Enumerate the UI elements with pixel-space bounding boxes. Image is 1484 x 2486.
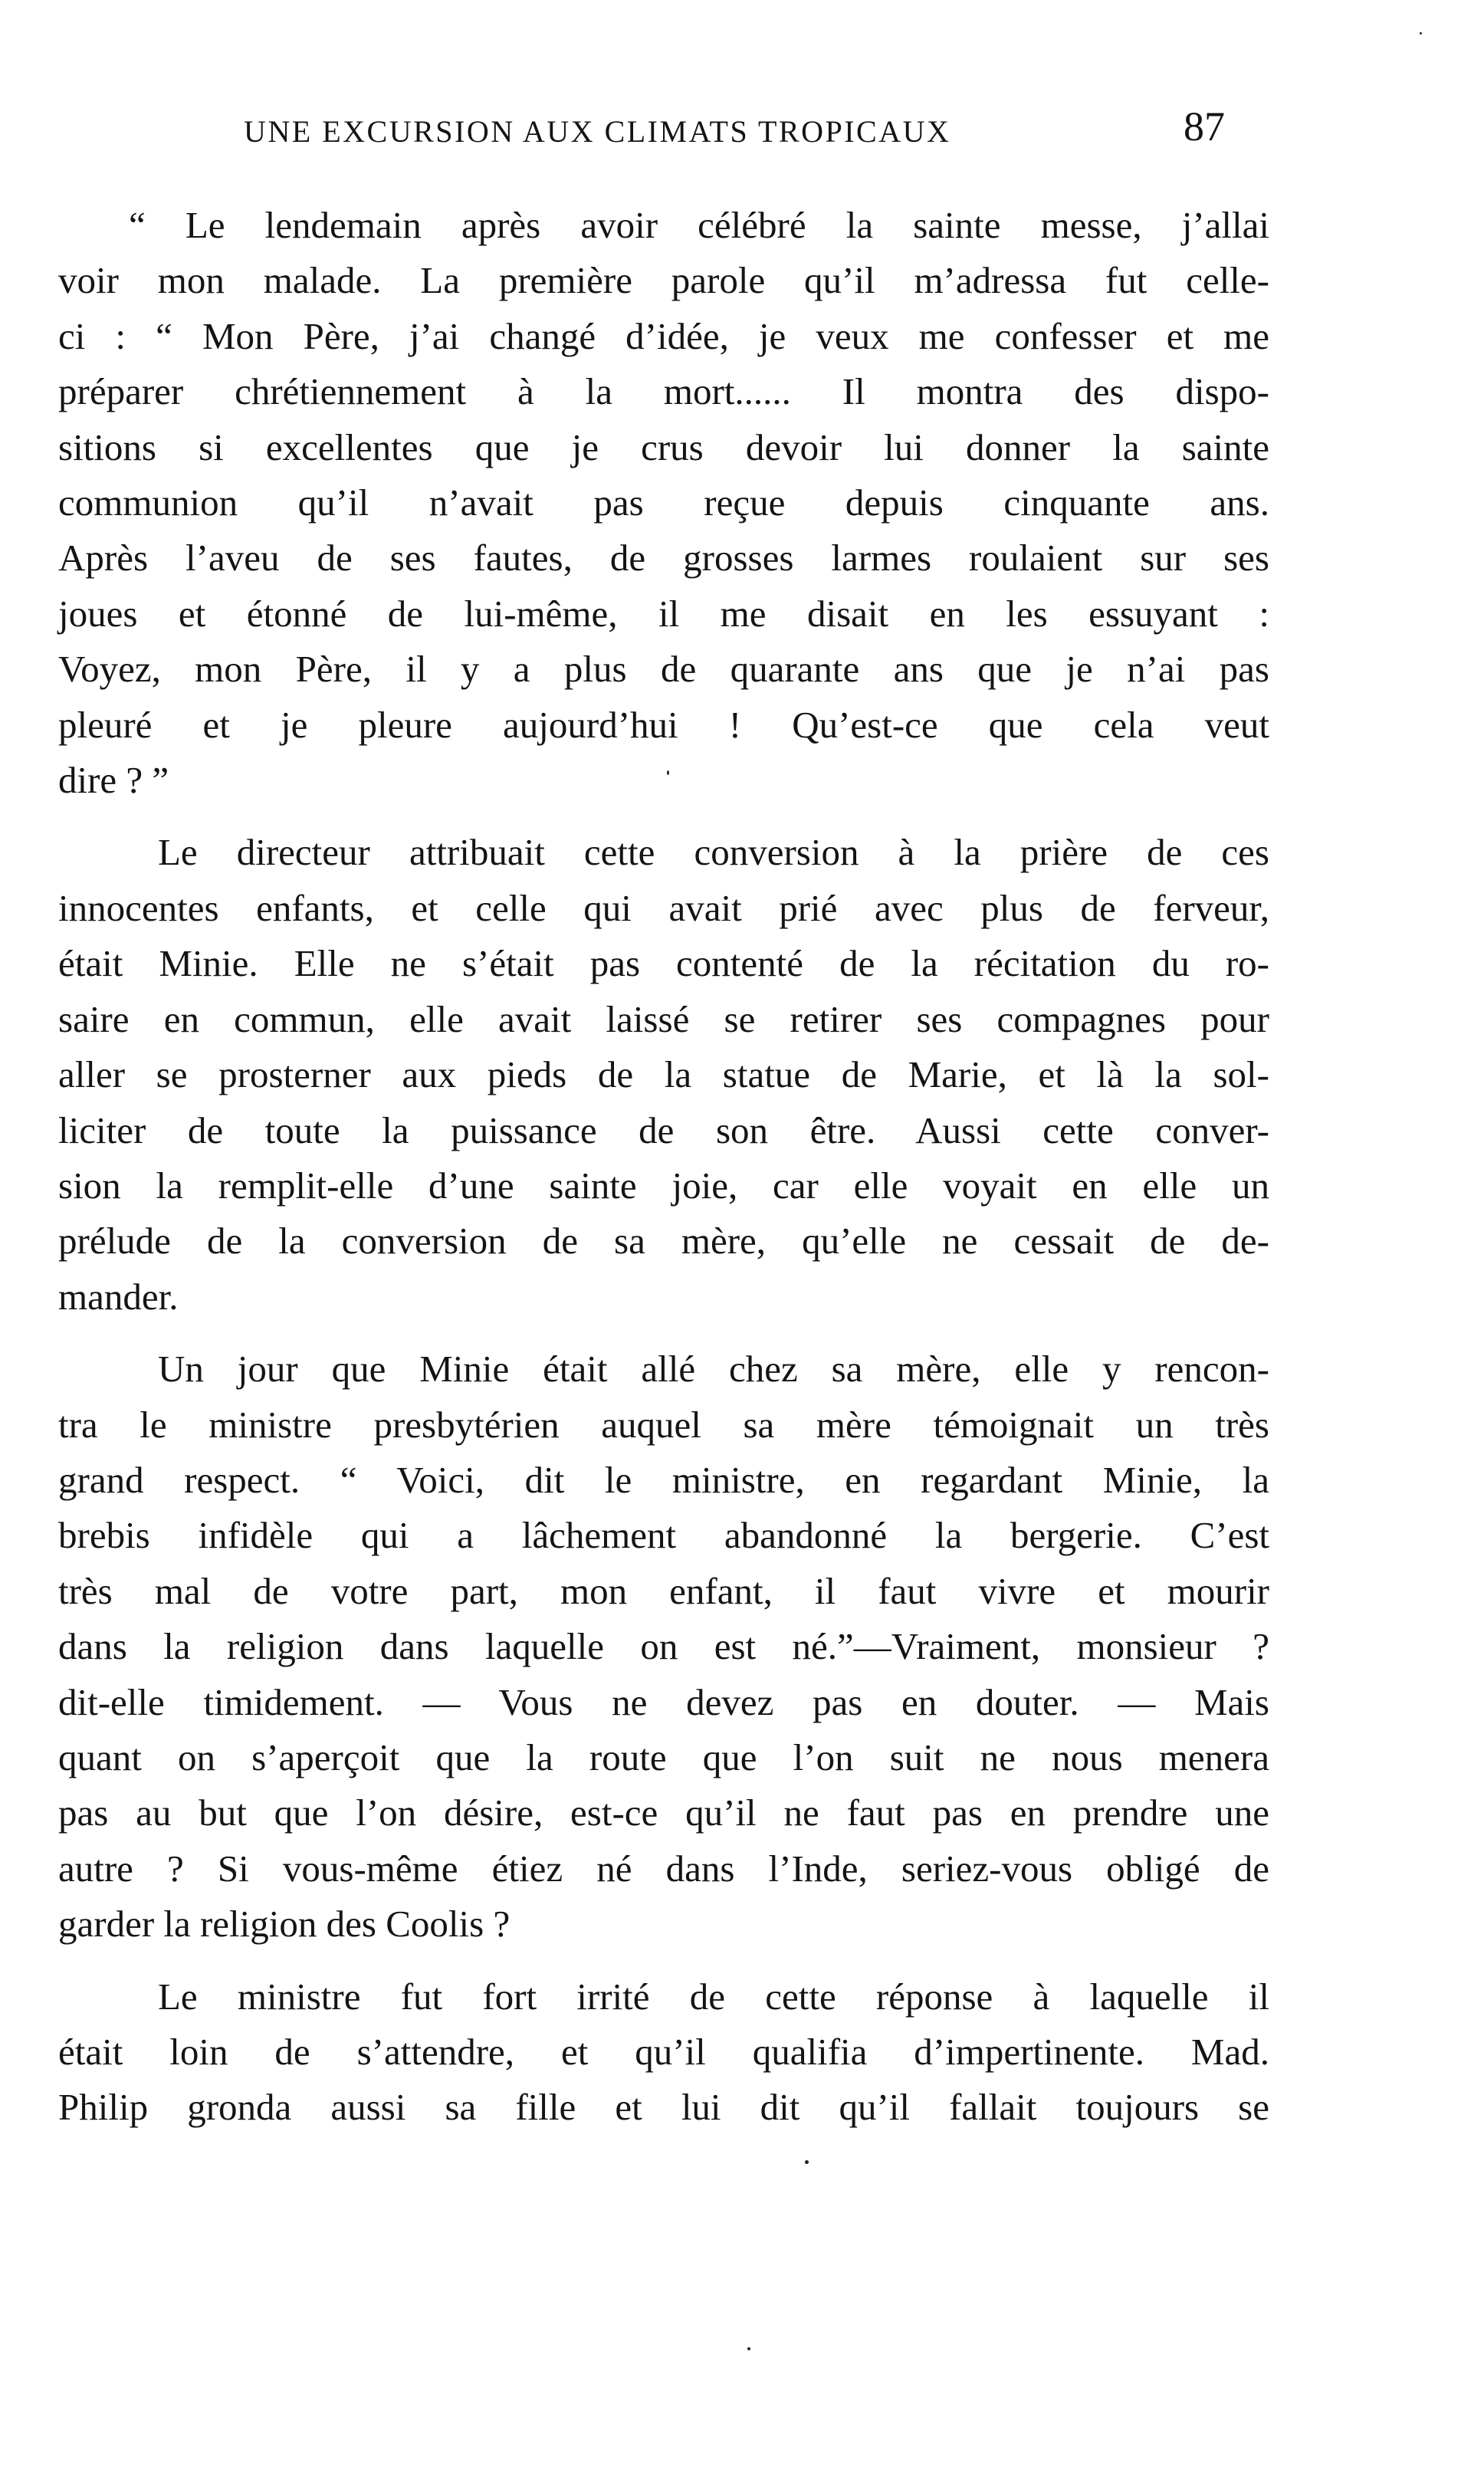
running-title: UNE EXCURSION AUX CLIMATS TROPICAUX — [244, 114, 951, 149]
text-line: liciter de toute la puissance de son être. Aussi cette conver- — [58, 1108, 1269, 1151]
text-line: autre ? Si vous-même étiez né dans l’Inde, seriez-vous obligé de — [58, 1847, 1269, 1890]
text-line: ci : “ Mon Père, j’ai changé d’idée, je veux me confesser et me — [58, 314, 1269, 357]
text-line: pas au but que l’on désire, est-ce qu’il ne faut pas en prendre une — [58, 1791, 1269, 1834]
text-line: Le ministre fut fort irrité de cette réponse à laquelle il — [158, 1975, 1269, 2018]
text-line: sitions si excellentes que je crus devoir lui donner la sainte — [58, 425, 1269, 468]
paragraph-1 — [58, 198, 1269, 808]
text-line: grand respect. “ Voici, dit le ministre, en regardant Minie, la — [58, 1458, 1269, 1501]
text-line: Après l’aveu de ses fautes, de grosses larmes roulaient sur ses — [58, 537, 1269, 580]
print-speck — [1420, 32, 1422, 34]
paragraph-2 — [58, 825, 1269, 1325]
text-line: Voyez, mon Père, il y a plus de quarante ans que je n’ai pas — [58, 648, 1269, 691]
text-line: tra le ministre presbytérien auquel sa mère témoignait un très — [58, 1403, 1269, 1446]
paragraph-3 — [58, 1342, 1269, 1952]
text-line: très mal de votre part, mon enfant, il faut vivre et mourir — [58, 1569, 1269, 1612]
text-line: voir mon malade. La première parole qu’il m’adressa fut celle- — [58, 259, 1269, 302]
text-line: dans la religion dans laquelle on est né.”—Vraiment, monsieur ? — [58, 1625, 1269, 1668]
text-line: Philip gronda aussi sa fille et lui dit qu’il fallait toujours se — [58, 2086, 1269, 2129]
text-line: dire ? ” — [58, 759, 169, 802]
print-speck — [805, 2160, 809, 2164]
body-text — [58, 198, 1269, 2136]
text-line: pleuré et je pleure aujourd’hui ! Qu’est-ce que cela veut — [58, 703, 1269, 746]
text-line: prélude de la conversion de sa mère, qu’elle ne cessait de de- — [58, 1220, 1269, 1263]
text-line: mander. — [58, 1275, 179, 1318]
print-speck — [747, 2347, 750, 2350]
text-line: sion la remplit-elle d’une sainte joie, car elle voyait en elle un — [58, 1164, 1269, 1207]
text-line: était loin de s’attendre, et qu’il qualifia d’impertinente. Mad. — [58, 2031, 1269, 2073]
text-line: aller se prosterner aux pieds de la statue de Marie, et là la sol- — [58, 1053, 1269, 1096]
text-line: garder la religion des Coolis ? — [58, 1903, 511, 1946]
text-line: saire en commun, elle avait laissé se retirer ses compagnes pour — [58, 997, 1269, 1040]
page-number: 87 — [1184, 103, 1225, 149]
paragraph-4 — [58, 1969, 1269, 2136]
text-line: préparer chrétiennement à la mort...... Il montra des dispo- — [58, 370, 1269, 413]
text-line: était Minie. Elle ne s’était pas contenté de la récitation du ro- — [58, 942, 1269, 985]
text-line: communion qu’il n’avait pas reçue depuis cinquante ans. — [58, 481, 1269, 524]
text-line: dit-elle timidement. — Vous ne devez pas en douter. — Mais — [58, 1680, 1269, 1723]
text-line: “ Le lendemain après avoir célébré la sainte messe, j’allai — [129, 204, 1269, 246]
print-speck — [667, 770, 669, 775]
text-line: joues et étonné de lui-même, il me disait en les essuyant : — [58, 592, 1269, 635]
text-line: brebis infidèle qui a lâchement abandonné la bergerie. C’est — [58, 1514, 1269, 1557]
text-line: innocentes enfants, et celle qui avait prié avec plus de ferveur, — [58, 886, 1269, 929]
running-head — [244, 103, 1225, 163]
text-line: quant on s’aperçoit que la route que l’on suit ne nous menera — [58, 1736, 1269, 1778]
text-line: Le directeur attribuait cette conversion à la prière de ces — [158, 831, 1269, 874]
text-line: Un jour que Minie était allé chez sa mère, elle y rencon- — [158, 1348, 1269, 1391]
